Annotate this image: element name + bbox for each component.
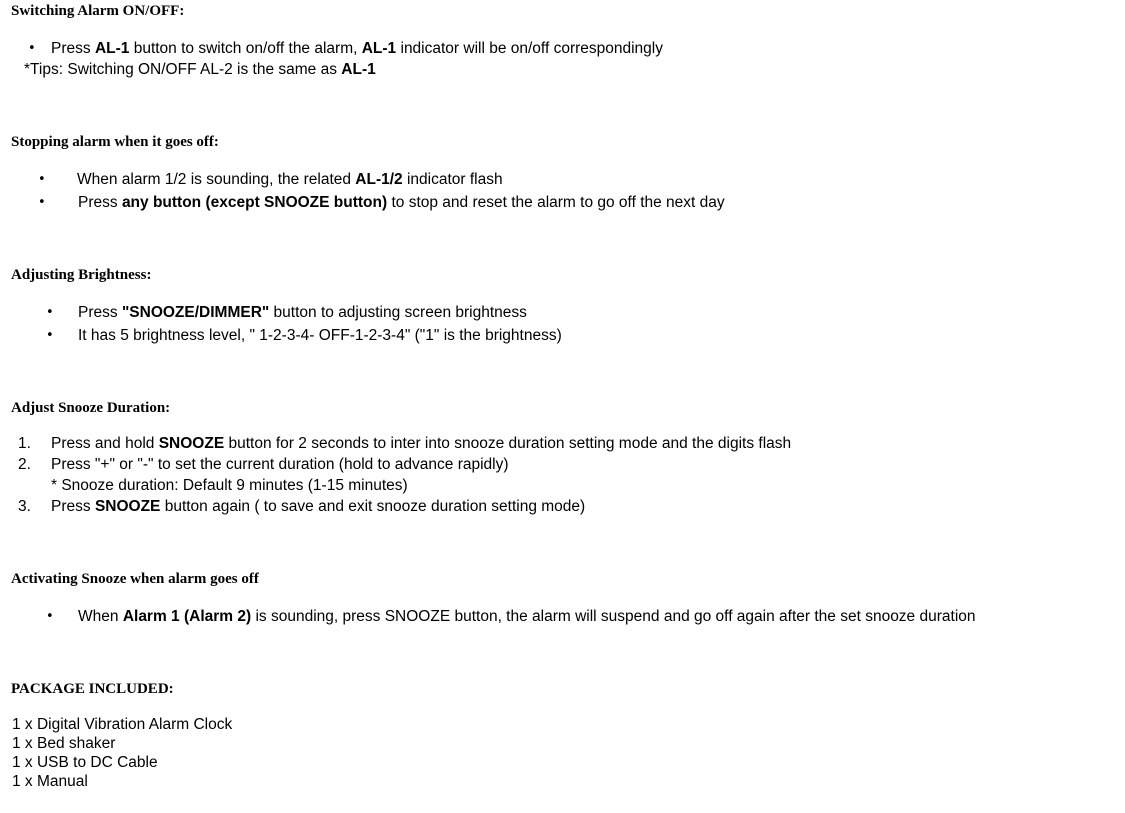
package-item: 1 x Manual (12, 773, 88, 790)
list-item: When alarm 1/2 is sounding, the related AL-1/2 indicator flash (77, 171, 503, 188)
tip-text: *Tips: Switching ON/OFF AL-2 is the same as AL-1 (24, 61, 376, 78)
bullet-icon: • (46, 609, 54, 624)
list-item: Press any button (except SNOOZE button) to stop and reset the alarm to go off the next day (78, 194, 725, 211)
step-item: Press and hold SNOOZE button for 2 seconds to inter into snooze duration setting mode and the digits flash (51, 435, 792, 452)
step-number: 1. (18, 435, 31, 452)
list-item: Press AL-1 button to switch on/off the alarm, AL-1 indicator will be on/off correspondingly (51, 40, 663, 57)
bullet-icon: • (38, 195, 46, 210)
step-number: 3. (18, 498, 31, 515)
section-title-activating-snooze: Activating Snooze when alarm goes off (11, 571, 259, 587)
section-title-snooze-duration: Adjust Snooze Duration: (11, 400, 171, 416)
package-item: 1 x USB to DC Cable (12, 754, 158, 771)
section-title-brightness: Adjusting Brightness: (11, 267, 152, 283)
step-item: Press SNOOZE button again ( to save and exit snooze duration setting mode) (51, 498, 586, 515)
bullet-icon: • (46, 328, 54, 343)
section-title-package: PACKAGE INCLUDED: (11, 681, 174, 697)
package-item: 1 x Bed shaker (12, 735, 116, 752)
step-note: * Snooze duration: Default 9 minutes (1-15 minutes) (51, 477, 408, 494)
step-number: 2. (18, 456, 31, 473)
bullet-icon: • (28, 41, 36, 56)
section-title-alarm-onoff: Switching Alarm ON/OFF: (11, 3, 185, 19)
list-item: When Alarm 1 (Alarm 2) is sounding, press SNOOZE button, the alarm will suspend and go off again after the set snooze duration (78, 608, 976, 625)
section-title-stopping: Stopping alarm when it goes off: (11, 134, 219, 150)
bullet-icon: • (38, 172, 46, 187)
package-item: 1 x Digital Vibration Alarm Clock (12, 716, 233, 733)
bullet-icon: • (46, 305, 54, 320)
list-item: It has 5 brightness level, " 1-2-3-4- OFF-1-2-3-4" ("1" is the brightness) (78, 327, 562, 344)
step-item: Press "+" or "-" to set the current duration (hold to advance rapidly) (51, 456, 509, 473)
list-item: Press "SNOOZE/DIMMER" button to adjusting screen brightness (78, 304, 527, 321)
